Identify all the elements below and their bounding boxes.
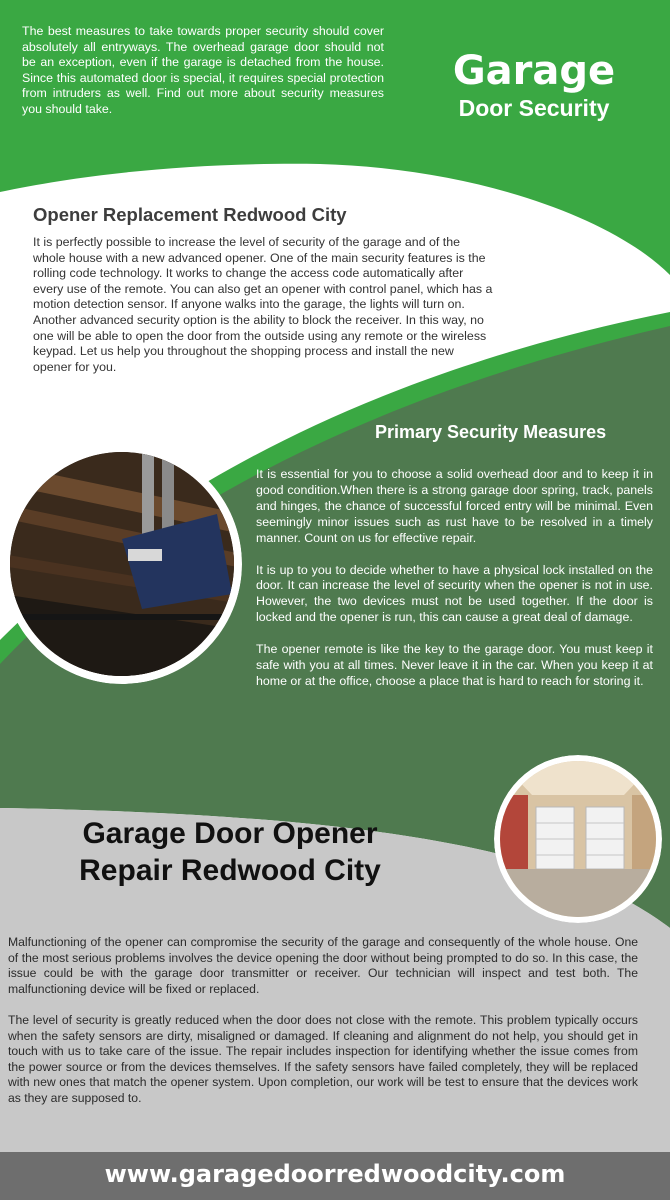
primary-paragraph: It is up to you to decide whether to have a physical lock installed on the door. It can increase the level of security when the opener is not in use. However, the two devices must not be used together. If the door is locked and the opener is run, this can cause a great deal of damage. xyxy=(256,562,653,625)
garage-interior-photo xyxy=(494,755,662,923)
repair-section-title xyxy=(50,815,410,889)
hero-title xyxy=(400,48,668,122)
repair-section-body xyxy=(8,935,638,1122)
hero-title-line2: Door Security xyxy=(458,95,610,121)
garage-opener-photo xyxy=(2,444,242,684)
hero-title-line1: Garage xyxy=(452,48,616,94)
repair-title-line1: Garage Door Opener xyxy=(82,817,378,850)
footer-website-url[interactable]: www.garagedoorredwoodcity.com xyxy=(104,1160,566,1188)
primary-paragraph: It is essential for you to choose a solid overhead door and to keep it in good condition.When there is a strong garage door spring, track, panels and hinges, the chance of successful forced entry will be minimal. Even seemingly minor issues such as rust have to be resolved in a timely manner. Count on us for effective repair. xyxy=(256,467,653,545)
intro-text: The best measures to take towards proper security should cover absolutely all entryways. The overhead garage door should not be an exception, even if the garage is detached from the house. Since this automated door is special, it requires special protection from intruders as well. Find out more about security measures you should take. xyxy=(22,24,384,116)
primary-section-body xyxy=(256,467,653,706)
opener-section-body: It is perfectly possible to increase the level of security of the garage and of the whole house with a new advanced opener. One of the main security features is the rolling code technology. It works to change the access code automatically after every use of the remote. You can also get an opener with control panel, which has a motion detection sensor. If anyone walks into the garage, the lights will turn on. Another advanced security option is the ability to block the receiver. In this way, no one will be able to open the door from the outside using any remote or the wireless keypad. Let us help you throughout the shopping process and install the new opener for you. xyxy=(33,235,493,374)
repair-paragraph: Malfunctioning of the opener can compromise the security of the garage and consequently of the whole house. One of the most serious problems involves the device opening the door without being prompted to do so. In this case, the issue could be with the garage door transmitter or receiver. Our technician will inspect and test both. The malfunctioning device will be fixed or replaced. xyxy=(8,935,638,996)
repair-title-line2: Repair Redwood City xyxy=(79,854,381,887)
opener-section-title: Opener Replacement Redwood City xyxy=(33,204,347,225)
primary-paragraph: The opener remote is like the key to the garage door. You must keep it safe with you at all times. Never leave it in the car. When you keep it at home or at the office, choose a place that is hard to reach for storing it. xyxy=(256,642,653,688)
repair-paragraph: The level of security is greatly reduced when the door does not close with the remote. This problem typically occurs when the safety sensors are dirty, misaligned or damaged. If cleaning and alignment do not help, you should get in touch with us to take care of the issue. The repair includes inspection for identifying whether the issue comes from the power source or from the devices themselves. If the safety sensors have failed completely, they will be replaced with new ones that match the opener system. Upon completion, our work will be test to ensure that the devices work as they are supposed to. xyxy=(8,1012,638,1105)
primary-section-title: Primary Security Measures xyxy=(375,422,607,442)
